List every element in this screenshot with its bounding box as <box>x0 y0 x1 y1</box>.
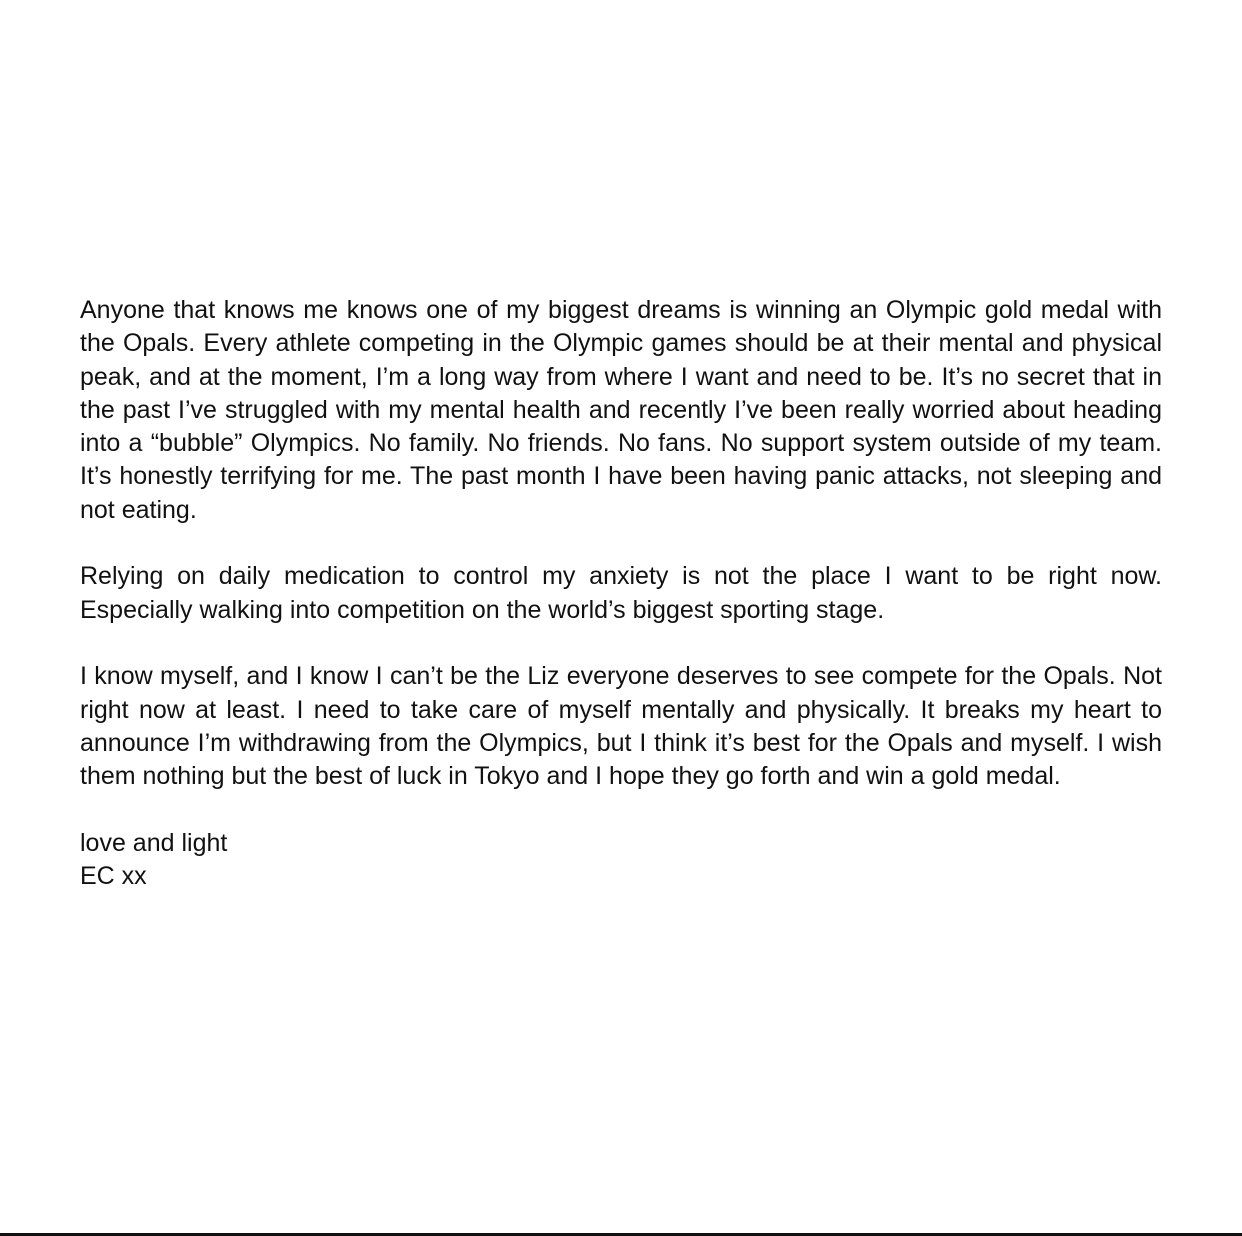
statement-paragraph-3: I know myself, and I know I can’t be the Liz everyone deserves to see compete for the Opals. Not right now at least. I need to take care of myself mentally and physically. It breaks my heart to announce I’m withdrawing from the Olympics, but I think it’s best for the Opals and myself. I wish them nothing but the best of luck in Tokyo and I hope they go forth and win a gold medal. <box>80 662 1162 791</box>
statement-paragraph-2: Relying on daily medication to control my anxiety is not the place I want to be right now. Especially walking into competition on the world’s biggest sporting stage. <box>80 562 1162 624</box>
closing-line: love and light <box>80 828 228 857</box>
statement-body <box>80 294 1162 893</box>
statement-paragraph-1: Anyone that knows me knows one of my biggest dreams is winning an Olympic gold medal with the Opals. Every athlete competing in the Olympic games should be at their mental and physical peak, and at the moment, I’m a long way from where I want and need to be. It’s no secret that in the past I’ve struggled with my mental health and recently I’ve been really worried about heading into a “bubble” Olympics. No family. No friends. No fans. No support system outside of my team. It’s honestly terrifying for me. The past month I have been having panic attacks, not sleeping and not eating. <box>80 296 1162 524</box>
signature: EC xx <box>80 862 147 891</box>
signoff <box>80 827 1162 894</box>
